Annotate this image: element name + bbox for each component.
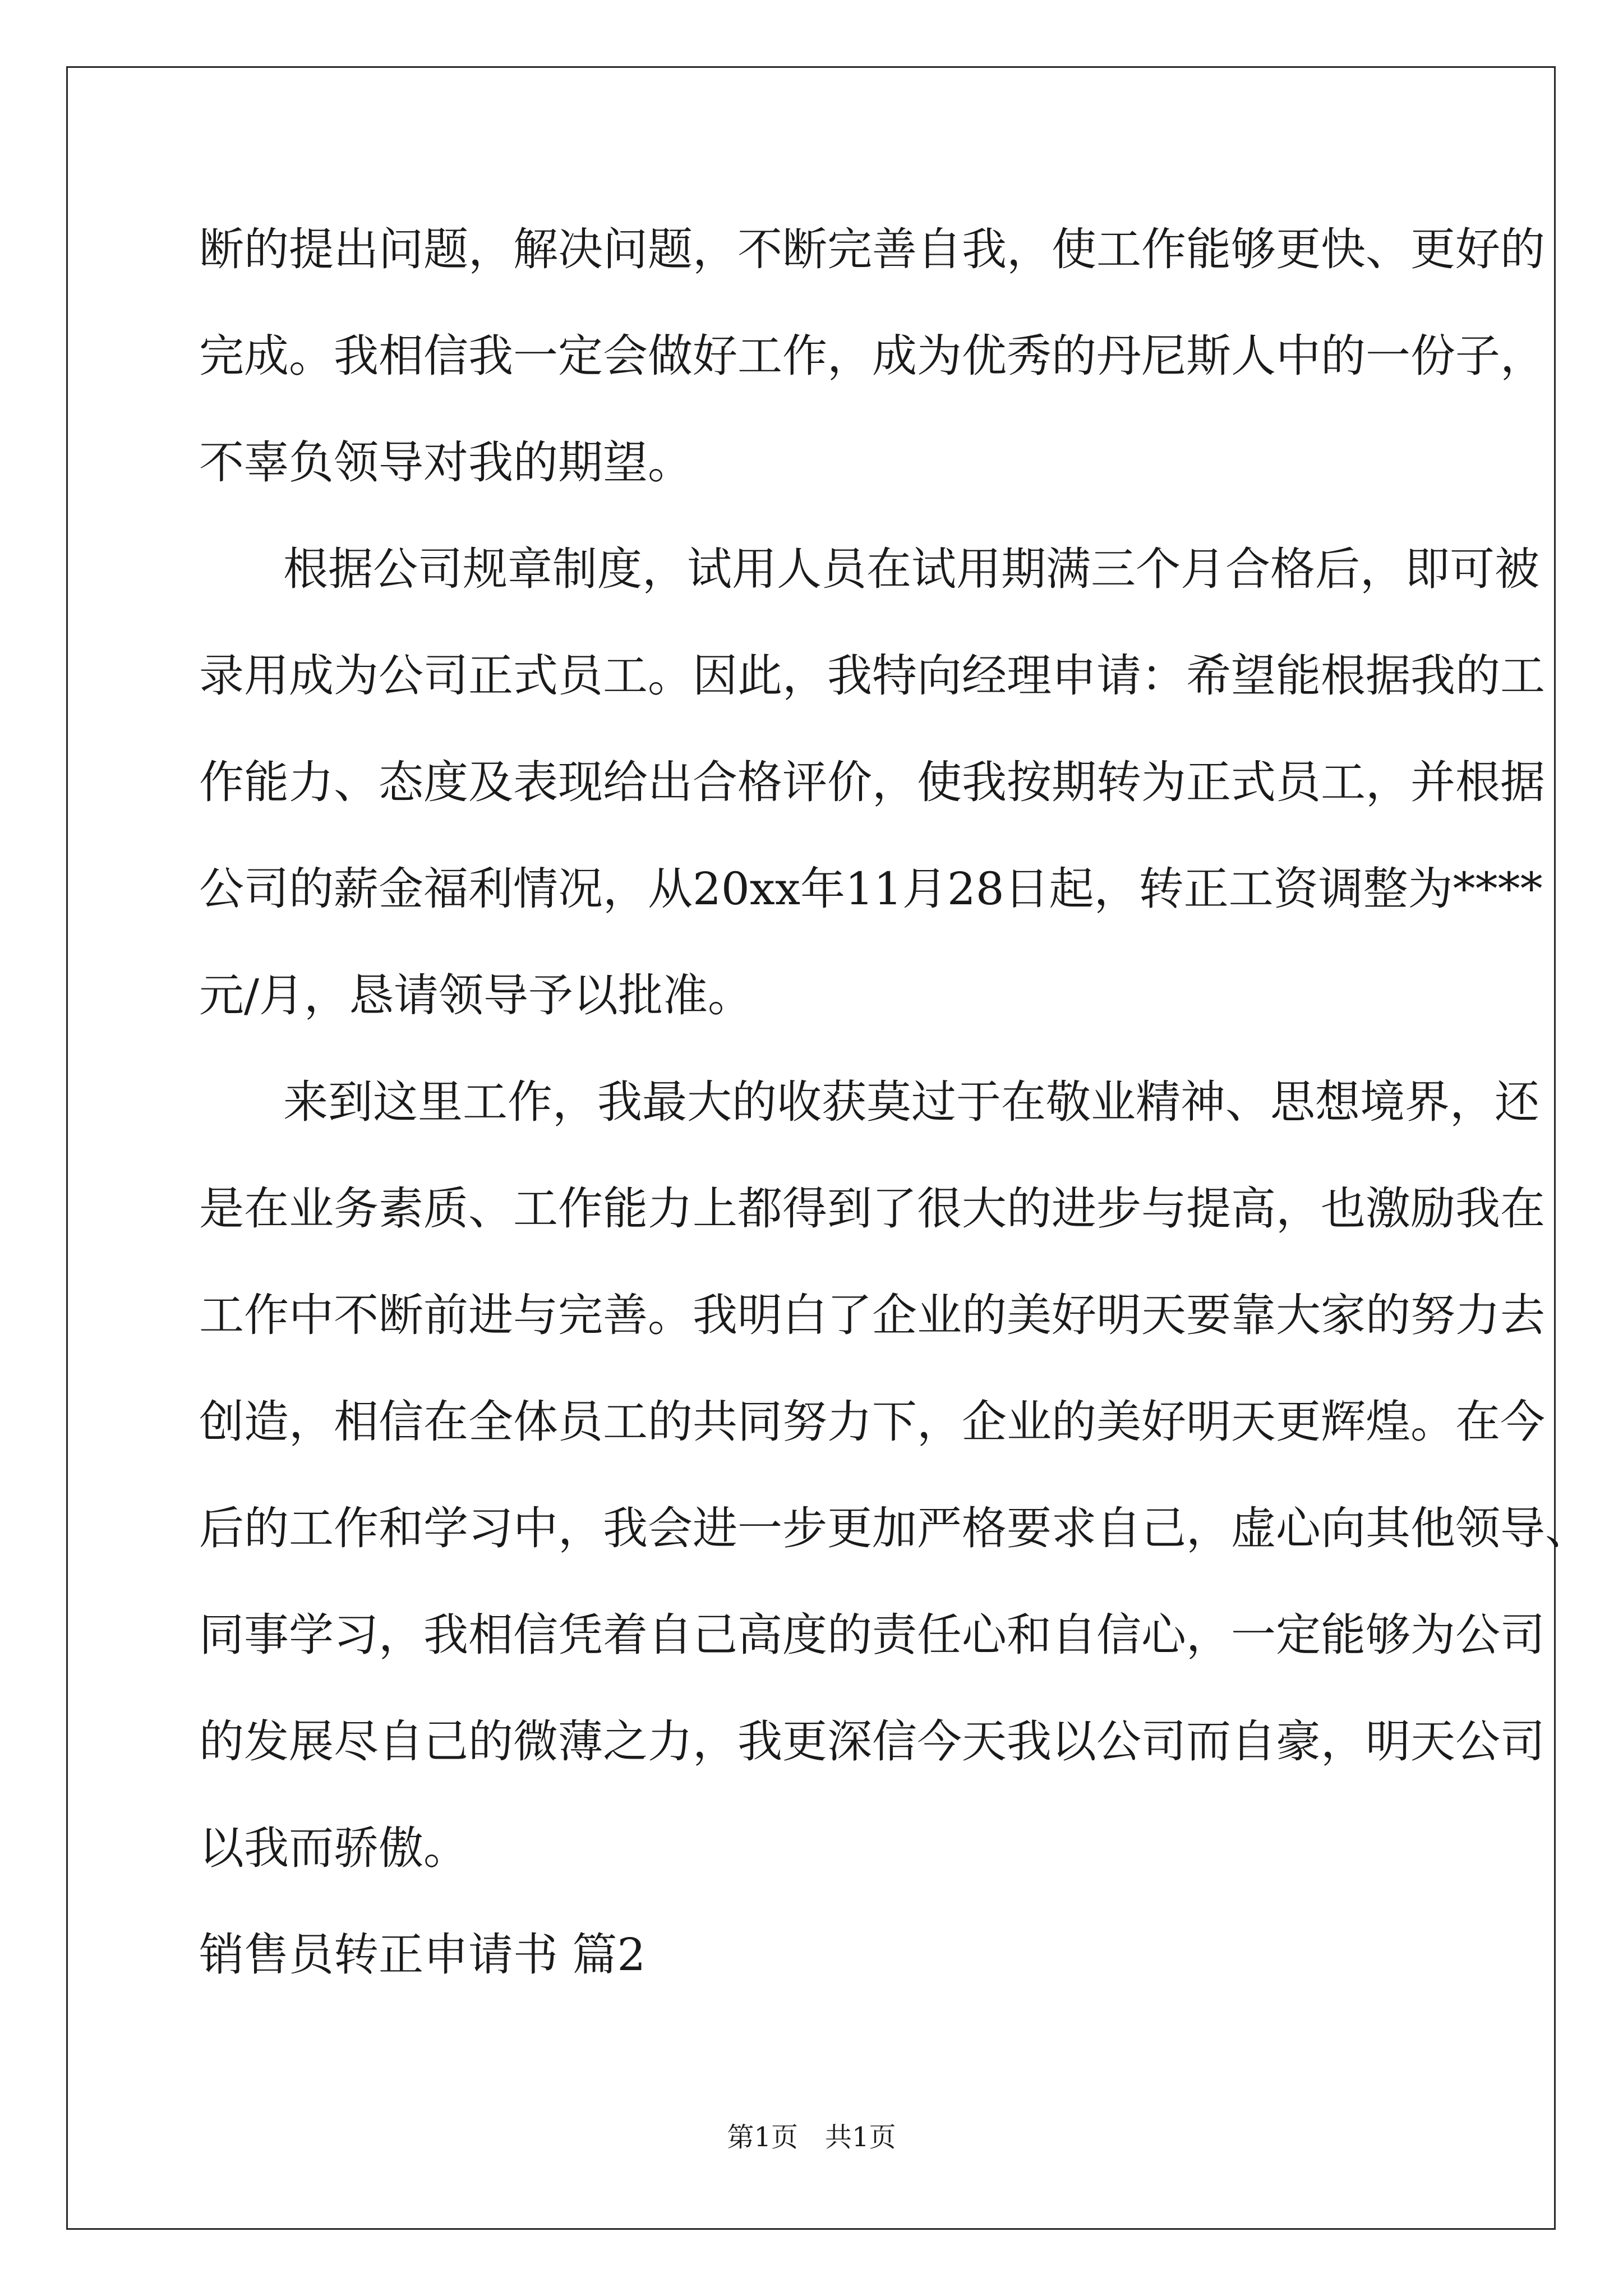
text-line: 公司的薪金福利情况，从20xx年11月28日起，转正工资调整为****: [199, 863, 1543, 915]
text-line: 的发展尽自己的微薄之力，我更深信今天我以公司而自豪，明天公司: [199, 1715, 1545, 1768]
text-line: 创造，相信在全体员工的共同努力下，企业的美好明天更辉煌。在今: [199, 1396, 1545, 1448]
text-line: 不辜负领导对我的期望。: [199, 436, 693, 489]
section-heading: 销售员转正申请书 篇2: [199, 1929, 646, 1981]
text-line: 完成。我相信我一定会做好工作，成为优秀的丹尼斯人中的一份子，: [199, 330, 1545, 382]
paragraph-start-line: 来到这里工作，我最大的收获莫过于在敬业精神、思想境界，还: [283, 1076, 1539, 1128]
text-line: 后的工作和学习中，我会进一步更加严格要求自己，虚心向其他领导、: [199, 1502, 1590, 1554]
page-footer: 第1页 共1页: [727, 2122, 896, 2153]
text-line: 作能力、态度及表现给出合格评价，使我按期转为正式员工，并根据: [199, 756, 1545, 808]
document-body: [199, 208, 1590, 2019]
text-line: 录用成为公司正式员工。因此，我特向经理申请：希望能根据我的工: [199, 650, 1545, 702]
text-line: 是在业务素质、工作能力上都得到了很大的进步与提高，也激励我在: [199, 1182, 1545, 1235]
text-line: 断的提出问题，解决问题，不断完善自我，使工作能够更快、更好的: [199, 223, 1545, 275]
text-line: 以我而骄傲。: [199, 1822, 468, 1874]
paragraph-start-line: 根据公司规章制度，试用人员在试用期满三个月合格后，即可被: [283, 543, 1539, 595]
text-line: 同事学习，我相信凭着自己高度的责任心和自信心，一定能够为公司: [199, 1609, 1545, 1661]
text-line: 工作中不断前进与完善。我明白了企业的美好明天要靠大家的努力去: [199, 1289, 1545, 1341]
text-line: 元/月，恳请领导予以批准。: [199, 969, 753, 1022]
